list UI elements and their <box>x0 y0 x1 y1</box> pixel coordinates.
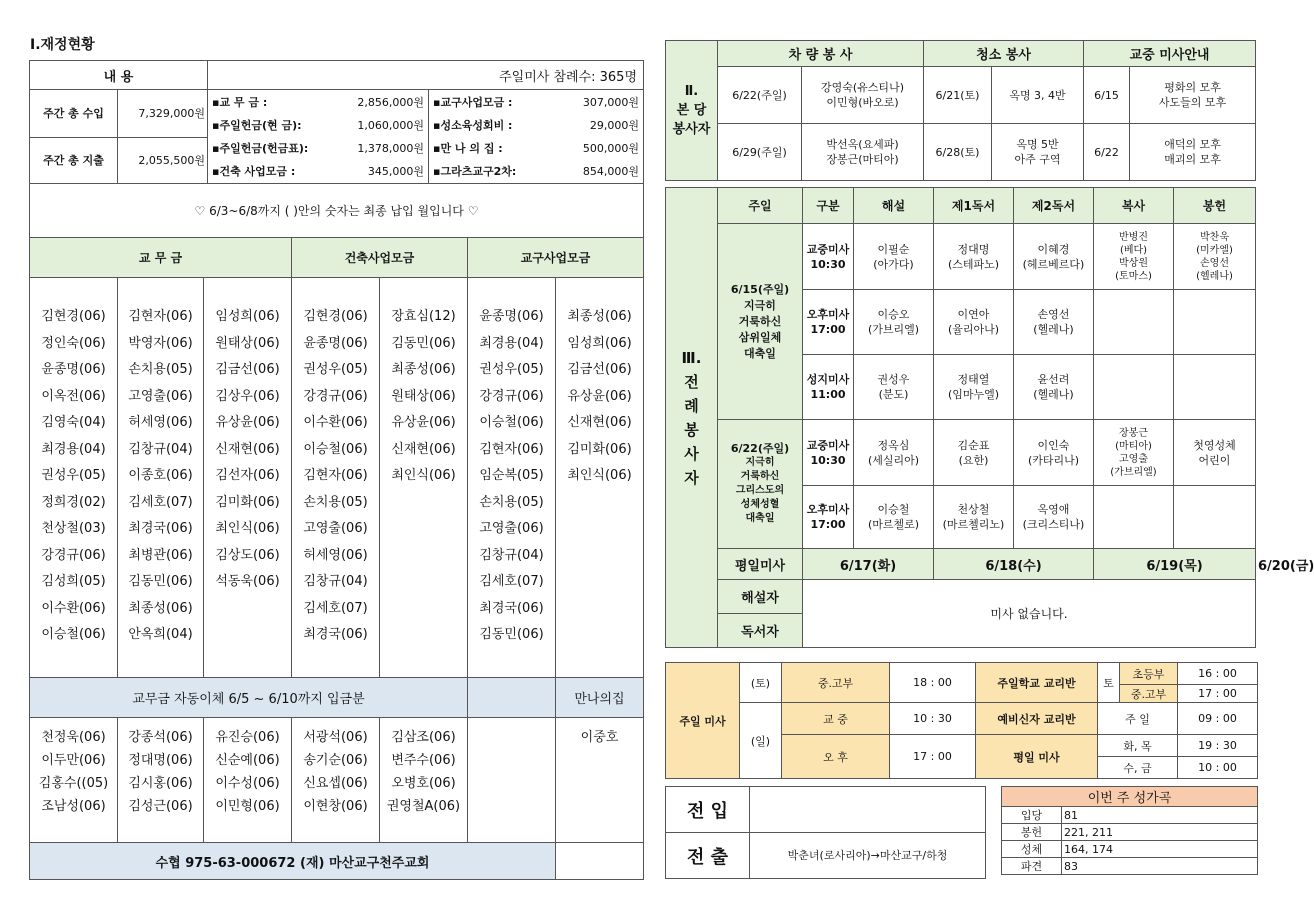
donor-name: 최경국(06) <box>303 627 368 642</box>
donor-name: 김상도(06) <box>215 547 280 563</box>
lit-header: 복사 <box>1094 188 1174 224</box>
donor-name: 변주수(06) <box>391 753 456 768</box>
lit-header: 구분 <box>803 188 854 224</box>
donor-name: 이두만(06) <box>41 753 106 768</box>
hymn-value: 81 <box>1062 807 1258 824</box>
reader-1: 정대명 (스테파노) <box>934 224 1014 290</box>
guide-date: 6/15 <box>1084 67 1130 124</box>
cleaning-header: 청소 봉사 <box>924 41 1084 67</box>
reader-2: 이혜경 (헤르베르다) <box>1014 224 1094 290</box>
sched-name: 오 후 <box>782 735 890 779</box>
donor-name: 이수성(06) <box>215 776 280 791</box>
mass-guide-header: 교중 미사안내 <box>1084 41 1256 67</box>
sched-name: 중.고부 <box>782 663 890 703</box>
catechumen-day: 주 일 <box>1098 703 1178 735</box>
donor-name: 박영자(06) <box>128 335 193 351</box>
donor-name: 신재현(06) <box>391 441 456 457</box>
weekday-date: 6/17(화) <box>803 549 934 580</box>
altar-server: 반병진 (베다) 박상원 (토마스) <box>1094 224 1174 290</box>
donor-name: 김창규(04) <box>303 574 368 589</box>
donor-name: 이승철(06) <box>479 415 544 430</box>
donor-name: 최경용(04) <box>41 441 106 457</box>
weekday-2: 수, 금 <box>1098 757 1178 779</box>
donor-name: 임순복(05) <box>479 468 544 483</box>
saturday: (토) <box>740 663 782 703</box>
move-in-value <box>750 787 986 833</box>
donor-name: 권성우(05) <box>479 362 544 377</box>
sched-time: 10 : 30 <box>890 703 976 735</box>
donor-name: 원태상(06) <box>391 388 456 404</box>
reader-2: 윤선려 (헬레나) <box>1014 355 1094 420</box>
move-in-label: 전 입 <box>666 787 750 833</box>
commentator: 정옥심 (세실리아) <box>854 420 934 486</box>
donor-name: 김현경(06) <box>41 309 106 324</box>
donor-name: 유상윤(06) <box>215 415 280 430</box>
weekday-1: 화, 목 <box>1098 735 1178 757</box>
mass-type: 오후미사 17:00 <box>803 290 854 355</box>
weekday-mass: 평일 미사 <box>976 735 1098 779</box>
donor-name: 천정욱(06) <box>41 730 106 745</box>
offertory: 첫영성체 어린이 <box>1174 420 1256 486</box>
hymn-label: 성체 <box>1002 841 1062 858</box>
donor-name: 이수환(06) <box>303 415 368 430</box>
donor-name: 김홍수((05) <box>38 776 109 791</box>
hymn-value: 164, 174 <box>1062 841 1258 858</box>
donor-column <box>380 278 468 678</box>
fin-item: ▪그라츠교구2차: 854,000원 <box>433 164 640 178</box>
donor-name: 이승철(06) <box>41 627 106 642</box>
donor-name: 최종성(06) <box>128 600 193 616</box>
lit-header: 해설 <box>854 188 934 224</box>
manna-header: 만나의집 <box>556 678 644 718</box>
donor-name: 김동민(06) <box>128 574 193 589</box>
donor-name: 신순예(06) <box>215 753 280 768</box>
fin-item: ▪성소육성회비 : 29,000원 <box>433 118 640 132</box>
donor-name: 허세영(06) <box>303 547 368 563</box>
sched-name: 교 중 <box>782 703 890 735</box>
donor-name: 김금선(06) <box>567 362 632 377</box>
reader-2: 손영선 (헬레나) <box>1014 290 1094 355</box>
donor-column <box>292 278 380 678</box>
notice: ♡ 6/3~6/8까지 ( )안의 숫자는 최종 납입 월입니다 ♡ <box>30 184 644 238</box>
donor-name: 안옥희(04) <box>128 627 193 642</box>
donor-name: 조남성(06) <box>41 799 106 814</box>
commentator: 권성우 (분도) <box>854 355 934 420</box>
guide-groups: 평화의 모후 사도들의 모후 <box>1130 67 1256 124</box>
finance-summary-table <box>29 60 644 184</box>
donor-name: 김미화(06) <box>567 441 632 457</box>
donor-name: 정희경(02) <box>41 494 106 510</box>
donor-name: 윤종명(06) <box>303 335 368 351</box>
donor-name: 강종석(06) <box>128 730 193 745</box>
donor-name: 고영출(06) <box>479 521 544 536</box>
middle-high-time: 17 : 00 <box>1178 685 1258 703</box>
vehicle-drivers: 강영숙(유스티나) 이민형(바오로) <box>802 67 924 124</box>
commentator: 이필순 (아가다) <box>854 224 934 290</box>
donor-column <box>118 278 204 678</box>
donor-name: 송기순(06) <box>303 753 368 768</box>
donor-name: 이민형(06) <box>215 799 280 814</box>
donor-name: 임성희(06) <box>567 335 632 351</box>
donor-name: 이종호(06) <box>128 468 193 483</box>
reader-1: 이연아 (율리아나) <box>934 290 1014 355</box>
donor-name: 윤종명(06) <box>41 362 106 377</box>
weekday-date: 6/18(수) <box>934 549 1094 580</box>
fin-item: ▪교구사업모금 : 307,000원 <box>433 95 640 109</box>
elementary-time: 16 : 00 <box>1178 663 1258 685</box>
donor-name: 이옥전(06) <box>41 388 106 404</box>
auto-column <box>204 718 292 843</box>
auto-column <box>292 718 380 843</box>
donor-name: 고영출(06) <box>303 521 368 536</box>
mass-type: 교중미사 10:30 <box>803 224 854 290</box>
donor-name: 신재현(06) <box>215 441 280 457</box>
liturgy-section-label: Ⅲ. 전 례 봉 사 자 <box>666 188 718 648</box>
commentator-label: 해설자 <box>718 580 803 614</box>
auto-column <box>118 718 204 843</box>
vehicle-drivers: 박선옥(요세파) 장봉근(마티아) <box>802 124 924 181</box>
hymn-value: 83 <box>1062 858 1258 875</box>
move-out-label: 전 출 <box>666 833 750 879</box>
donor-name: 권성우(05) <box>303 362 368 377</box>
donor-name: 유상윤(06) <box>567 388 632 404</box>
liturgy-table: Ⅲ. 전 례 봉 사 자 주일 구분 해설 제1독서 제2독서 복사 봉헌 6/15(주일) 지극히 거룩하신 삼위일체 대축일 교중미사 10:30 이필순 (아가다) 정대명 (스테파노) 이혜경 (헤르베르다) 반병진 (베다) 박상원 (토마스) 박찬욱 (미카엘) 손영선 (헬레나) 오후미사 17:00 이승오 (가브리엘) 이연아 (율리아나) 손영선 (헬레나) 성지미사 11:00 권성우 (분도) 정태열 (임마누엘) 윤선려 (헬레나) 6/22(주일) 지극히 거룩하신 그리스도의 성체성혈 대축일 교중미사 10:30 정옥심 (세실리아) 김순표 (요한) 이인숙 (카타리나) 장봉근 (마티아) 고영출 (가브리엘) 첫영성체 어린이 오후미사 17:00 이승철 (마르첼로) 천상철 (마르첼리노) 옥영애 (크리스티나) 평일미사 6/17(화) 6/18(수) 6/19(목) 6/20(금) 해설자 미사 없습니다. 독서자 <box>665 187 1256 648</box>
donor-name: 허세영(06) <box>128 415 193 430</box>
weekday-date: 6/19(목) <box>1094 549 1256 580</box>
donor-name: 김현자(06) <box>479 441 544 457</box>
donor-column <box>204 278 292 678</box>
donor-name: 석동욱(06) <box>215 574 280 589</box>
donor-name: 최종성(06) <box>567 309 632 324</box>
donor-name: 임성희(06) <box>215 309 280 324</box>
cleaning-group: 옥명 5반 아주 구역 <box>992 124 1084 181</box>
mass-type: 교중미사 10:30 <box>803 420 854 486</box>
donor-name: 장효심(12) <box>391 309 456 324</box>
income-value: 7,329,000원 <box>118 90 208 138</box>
donor-name: 김현자(06) <box>303 468 368 483</box>
donor-name: 윤종명(06) <box>479 309 544 324</box>
guide-date: 6/22 <box>1084 124 1130 181</box>
schedule-table <box>665 662 1258 779</box>
auto-column <box>30 718 118 843</box>
donor-name: 신요셉(06) <box>303 776 368 791</box>
donor-name: 김현경(06) <box>303 309 368 324</box>
vehicle-header: 차 량 봉 사 <box>718 41 924 67</box>
donor-name: 정대명(06) <box>128 753 193 768</box>
donor-column <box>30 278 118 678</box>
vehicle-date: 6/29(주일) <box>718 124 802 181</box>
sat-short: 토 <box>1098 663 1120 703</box>
middle-high: 중.고부 <box>1120 685 1178 703</box>
sched-time: 18 : 00 <box>890 663 976 703</box>
donor-name: 김세호(07) <box>479 574 544 589</box>
donor-name: 김현자(06) <box>128 309 193 324</box>
manna-name: 이중호 <box>556 718 644 843</box>
fin-item: ▪주일헌금(헌금표): 1,378,000원 <box>212 141 424 155</box>
donor-name: 이수환(06) <box>41 600 106 616</box>
sunday: (일) <box>740 703 782 779</box>
sunday-mass-label: 주일 미사 <box>666 663 740 779</box>
lit-header: 주일 <box>718 188 803 224</box>
income-label: 주간 총 수입 <box>30 90 118 138</box>
guide-groups: 애덕의 모후 매괴의 모후 <box>1130 124 1256 181</box>
donor-name: 김동민(06) <box>479 627 544 642</box>
no-mass-notice: 미사 없습니다. <box>803 580 1256 648</box>
hymns-title: 이번 주 성가곡 <box>1002 787 1258 807</box>
donor-name: 김창규(04) <box>479 547 544 563</box>
donor-name: 유상윤(06) <box>391 415 456 430</box>
weekday-1-time: 19 : 30 <box>1178 735 1258 757</box>
hymn-label: 파견 <box>1002 858 1062 875</box>
donor-name: 강경규(06) <box>479 388 544 404</box>
reader-1: 천상철 (마르첼리노) <box>934 486 1014 549</box>
auto-column <box>380 718 468 843</box>
catechumen: 예비신자 교리반 <box>976 703 1098 735</box>
reader-2: 옥영애 (크리스티나) <box>1014 486 1094 549</box>
fin-item: ▪건축 사업모금 : 345,000원 <box>212 164 424 178</box>
lit-header: 제2독서 <box>1014 188 1094 224</box>
hymn-label: 봉헌 <box>1002 824 1062 841</box>
donor-name: 강경규(06) <box>41 547 106 563</box>
fin-item: ▪만 나 의 집 : 500,000원 <box>433 141 640 155</box>
expense-value: 2,055,500원 <box>118 138 208 184</box>
expense-label: 주간 총 지출 <box>30 138 118 184</box>
hymn-label: 입당 <box>1002 807 1062 824</box>
donor-name: 천상철(03) <box>41 521 106 536</box>
move-out-value: 박춘녀(로사리아)→마산교구/하청 <box>750 833 986 879</box>
vehicle-date: 6/22(주일) <box>718 67 802 124</box>
donor-name: 이승철(06) <box>303 441 368 457</box>
weekday-mass-label: 평일미사 <box>718 549 803 580</box>
sched-time: 17 : 00 <box>890 735 976 779</box>
donor-name: 최인식(06) <box>567 468 632 483</box>
col-header-diocese: 교구사업모금 <box>468 238 644 278</box>
donor-name: 최인식(06) <box>391 468 456 483</box>
service-section-label: Ⅱ. 본 당 봉사자 <box>666 41 718 181</box>
donor-name: 최경용(04) <box>479 335 544 351</box>
donor-name: 원태상(06) <box>215 335 280 351</box>
donor-column <box>468 278 556 678</box>
fin-item: ▪교 무 금 : 2,856,000원 <box>212 95 424 109</box>
donor-name: 권영철A(06) <box>386 799 461 814</box>
donor-name: 정인숙(06) <box>41 335 106 351</box>
col-header-gyomugeum: 교 무 금 <box>30 238 292 278</box>
donor-name: 최종성(06) <box>391 362 456 377</box>
donor-name: 권성우(05) <box>41 468 106 483</box>
reader-label: 독서자 <box>718 614 803 648</box>
donor-name: 김미화(06) <box>215 494 280 510</box>
commentator: 이승철 (마르첼로) <box>854 486 934 549</box>
donor-name: 신재현(06) <box>567 415 632 430</box>
sunday-school: 주일학교 교리반 <box>976 663 1098 703</box>
lit-header: 봉헌 <box>1174 188 1256 224</box>
sunday-6-22: 6/22(주일) 지극히 거룩하신 그리스도의 성체성혈 대축일 <box>718 420 803 549</box>
donor-name: 손치용(05) <box>479 494 544 510</box>
content-header: 내 용 <box>30 61 208 90</box>
service-table <box>665 40 1256 181</box>
moves-table <box>665 786 986 879</box>
sunday-6-15: 6/15(주일) 지극히 거룩하신 삼위일체 대축일 <box>718 224 803 420</box>
lit-header: 제1독서 <box>934 188 1014 224</box>
bank-account: 수협 975-63-000672 (재) 마산교구천주교회 <box>30 843 556 880</box>
donor-name: 손치용(05) <box>128 362 193 377</box>
donor-name: 이현창(06) <box>303 799 368 814</box>
auto-transfer-header: 교무금 자동이체 6/5 ~ 6/10까지 입금분 <box>30 678 468 718</box>
hymn-value: 221, 211 <box>1062 824 1258 841</box>
donor-table <box>29 183 644 880</box>
cleaning-group: 옥명 3, 4반 <box>992 67 1084 124</box>
reader-1: 김순표 (요한) <box>934 420 1014 486</box>
donor-name: 김성희(05) <box>41 574 106 589</box>
catechumen-time: 09 : 00 <box>1178 703 1258 735</box>
attendance: 주일미사 참례수: 365명 <box>208 61 644 90</box>
commentator: 이승오 (가브리엘) <box>854 290 934 355</box>
donor-name: 최경국(06) <box>128 521 193 536</box>
donor-name: 최경국(06) <box>479 600 544 616</box>
donor-name: 고영출(06) <box>128 388 193 404</box>
reader-1: 정태열 (임마누엘) <box>934 355 1014 420</box>
donor-column <box>556 278 644 678</box>
donor-name: 손치용(05) <box>303 494 368 510</box>
mass-type: 오후미사 17:00 <box>803 486 854 549</box>
donor-name: 김세호(07) <box>303 600 368 616</box>
donor-name: 유진승(06) <box>215 730 280 745</box>
altar-server: 장봉근 (마티아) 고영출 (가브리엘) <box>1094 420 1174 486</box>
donor-name: 김선자(06) <box>215 468 280 483</box>
donor-name: 오병호(06) <box>391 776 456 791</box>
cleaning-date: 6/28(토) <box>924 124 992 181</box>
donor-name: 김창규(04) <box>128 441 193 457</box>
donor-name: 김동민(06) <box>391 335 456 351</box>
cleaning-date: 6/21(토) <box>924 67 992 124</box>
elementary: 초등부 <box>1120 663 1178 685</box>
finance-section-title: Ⅰ.재정현황 <box>30 37 95 53</box>
hymns-table <box>1001 786 1258 875</box>
donor-name: 강경규(06) <box>303 388 368 404</box>
col-header-building: 건축사업모금 <box>292 238 468 278</box>
donor-name: 김상우(06) <box>215 388 280 404</box>
donor-name: 최인식(06) <box>215 521 280 536</box>
donor-name: 최병관(06) <box>128 547 193 563</box>
donor-name: 김성근(06) <box>128 799 193 814</box>
weekday-2-time: 10 : 00 <box>1178 757 1258 779</box>
donor-name: 김금선(06) <box>215 362 280 377</box>
donor-name: 김삼조(06) <box>391 730 456 745</box>
offertory: 박찬욱 (미카엘) 손영선 (헬레나) <box>1174 224 1256 290</box>
reader-2: 이인숙 (카타리나) <box>1014 420 1094 486</box>
donor-name: 서광석(06) <box>303 730 368 745</box>
donor-name: 김영숙(04) <box>41 415 106 430</box>
mass-type: 성지미사 11:00 <box>803 355 854 420</box>
donor-name: 김시홍(06) <box>128 776 193 791</box>
donor-name: 김세호(07) <box>128 494 193 510</box>
fin-item: ▪주일헌금(현 금): 1,060,000원 <box>212 118 424 132</box>
